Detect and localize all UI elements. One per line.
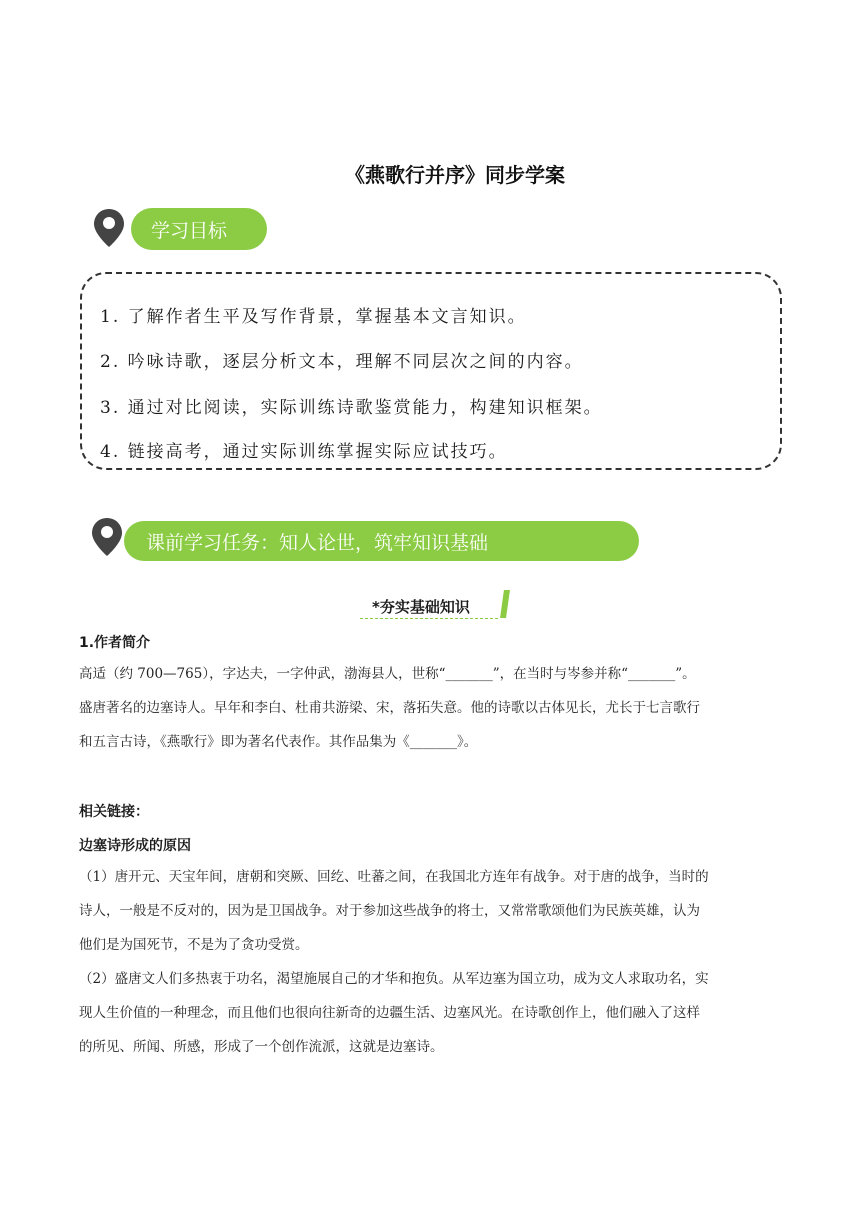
subsection-underline bbox=[360, 618, 498, 619]
goal-item: 1. 了解作者生平及写作背景，掌握基本文言知识。 bbox=[100, 307, 527, 327]
reason-paragraph-2 bbox=[79, 962, 785, 1064]
text-line: （1）唐开元、天宝年间，唐朝和突厥、回纥、吐蕃之间，在我国北方连年有战争。对于唐的战争，当时的 bbox=[79, 869, 709, 885]
location-pin-icon bbox=[90, 517, 124, 557]
text-line: 和五言古诗，《燕歌行》即为著名代表作。其作品集为《_______》。 bbox=[79, 734, 478, 750]
author-paragraph bbox=[79, 657, 785, 759]
reason-paragraph-1 bbox=[79, 860, 785, 962]
related-subheading: 边塞诗形成的原因 bbox=[79, 838, 191, 854]
text-line: 的所见、所闻、所感，形成了一个创作流派，这就是边塞诗。 bbox=[79, 1039, 444, 1055]
section-label-goals: 学习目标 bbox=[131, 208, 267, 250]
author-heading: 1.作者简介 bbox=[79, 635, 151, 651]
text-line: （2）盛唐文人们多热衷于功名，渴望施展自己的才华和抱负。从军边塞为国立功，成为文人求取功名，实 bbox=[79, 971, 709, 987]
text-line: 高适（约 700—765），字达夫，一字仲武，渤海县人，世称“_______”，在当时与岑参并称“_______”。 bbox=[79, 666, 696, 682]
goal-item: 3. 通过对比阅读，实际训练诗歌鉴赏能力，构建知识框架。 bbox=[100, 398, 603, 418]
goal-item: 4. 链接高考，通过实际训练掌握实际应试技巧。 bbox=[100, 442, 508, 462]
subsection-accent-bar bbox=[500, 590, 510, 618]
text-line: 他们是为国死节，不是为了贪功受赏。 bbox=[79, 937, 309, 953]
text-line: 诗人，一般是不反对的，因为是卫国战争。对于参加这些战争的将士，又常常歌颂他们为民族英雄，认为 bbox=[79, 903, 700, 919]
text-line: 现人生价值的一种理念，而且他们也很向往新奇的边疆生活、边塞风光。在诗歌创作上，他们融入了这样 bbox=[79, 1005, 700, 1021]
location-pin-icon bbox=[92, 208, 126, 248]
text-line: 盛唐著名的边塞诗人。早年和李白、杜甫共游梁、宋，落拓失意。他的诗歌以古体见长，尤长于七言歌行 bbox=[79, 700, 700, 716]
goal-item: 2. 吟咏诗歌，逐层分析文本，理解不同层次之间的内容。 bbox=[100, 352, 584, 372]
section-label-pre-class: 课前学习任务：知人论世，筑牢知识基础 bbox=[124, 521, 639, 561]
subsection-heading: *夯实基础知识 bbox=[372, 598, 470, 616]
page-title: 《燕歌行并序》同步学案 bbox=[345, 163, 565, 187]
related-heading: 相关链接： bbox=[79, 804, 149, 820]
